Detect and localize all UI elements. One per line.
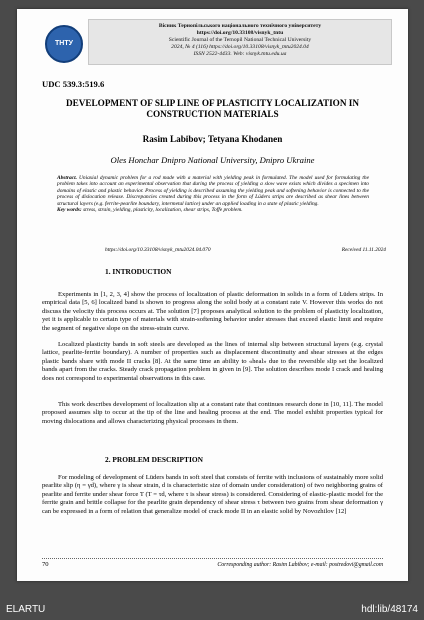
journal-logo: ТНТУ — [45, 25, 83, 63]
section-heading-problem: 2. PROBLEM DESCRIPTION — [105, 455, 203, 464]
corresponding-author: Corresponding author: Rasim Labibov; e-mail: postredovi@gmail.com — [217, 562, 383, 568]
page-footer — [42, 558, 383, 568]
keywords-text: stress, strain, yielding, plasticity, localization, shear strips, Toffe problem. — [83, 207, 243, 214]
paper-title: DEVELOPMENT OF SLIP LINE OF PLASTICITY LOCALIZATION IN CONSTRUCTION MATERIALS — [66, 98, 359, 119]
paragraph-intro-2: Localized plasticity bands in soft steels are developed as the lines of internal slip between structural layers (e.g. crystal lattice, pearlite-ferrite boundary). A number of properties such as displacement discontinuity and shear stresses at the edges plastic bands share with mode II cracks [8]. At the same time an ability to «heal» due to the reversible slip set the localized bands apart from the cracks. Steady crack propagation problem in given in [9]. The solution describes mode I crack and healing does not correspond to experimental observations in this case. — [42, 341, 383, 382]
journal-issue: 2024, № 4 (116) https://doi.org/10.33108/visnyk_tntu2024.04 — [171, 44, 309, 50]
udc-code: UDC 539.3:519.6 — [42, 79, 105, 89]
paper-affiliation: Oles Honchar Dnipro National University, Dnipro Ukraine — [110, 155, 315, 165]
article-doi[interactable]: https://doi.org/10.33108/visnyk_tntu2024.04.070 — [105, 247, 211, 253]
paragraph-problem-1: For modeling of development of Lüders bands in soft steel that consists of ferrite with inclusions of sustainably more solid pearlite slip (η = γd), where γ is shear strain, d is characteristic size of domain under consideration) of two neighboring grains of pearlite and ferrite under shear force T (T = τd, where τ is shear stress) is considered. Considering of elastic-plastic model for the ferrite grain and brittle collapse for the pearlite grain dependency of shear stress τ between two grains from shear deformation γ can be expressed in a form of relation that generalize model of crack mode II in an elastic solid by Novozhilov [12] — [42, 474, 383, 515]
journal-issn: ISSN 2522-4433. Web: visnyk.tntu.edu.ua — [193, 51, 287, 57]
page-number: 70 — [42, 561, 49, 568]
abstract-text: Uniaxial dynamic problem for a rod made with a material with yielding peak in formulated. The model used for formulating the problem takes into account an experimental observation that during the process of yielding a slow wave exists which divides a specimen into domains of elastic and plastic behavior. Process of yielding is described assuming the yielding peak and softening behavior is connected to the process of dislocation release. Discrepancies created during this process in the form of Lüders strips are described as shear lines between structural layers (e.g. ferrite-pearlite boundary, intermetal lattice) under an applied loading in a state of plastic yielding. — [57, 175, 369, 207]
journal-header — [42, 19, 394, 65]
journal-doi[interactable]: https://doi.org/10.33108/visnyk_tntu — [196, 30, 284, 36]
abstract-label: Abstract. — [57, 175, 77, 181]
received-date: Received 11.11.2024 — [341, 247, 386, 253]
paper-authors: Rasim Labibov; Tetyana Khodanen — [142, 134, 283, 144]
handle-label[interactable]: hdl:lib/48174 — [361, 604, 418, 615]
keywords-label: Key words: — [57, 207, 82, 214]
section-heading-introduction: 1. INTRODUCTION — [105, 267, 172, 276]
paragraph-intro-3: This work describes development of localization slip at a constant rate that continues research done in [10, 11]. The model proposed assumes slip to occur at the tip of the line and healing process at the end. The model exhibit properties typical for moving dislocations and allows characterizing physical processes in them. — [42, 401, 383, 425]
abstract-block — [57, 175, 369, 213]
journal-name-en: Scientific Journal of the Ternopil National Technical University — [168, 37, 312, 43]
journal-info-box — [88, 19, 392, 65]
paper-page — [17, 9, 408, 581]
repository-label: ELARTU — [6, 604, 46, 615]
journal-name-ua: Вісник Тернопільського національного технічного університету — [158, 23, 322, 29]
paragraph-intro-1: Experiments in [1, 2, 3, 4] show the process of localization of plastic deformation in solids in a form of Lüders strips. In empirical data [5, 6] localized band is shown to progress along the solid body at a constant rate V. However this works do not discuss the velocity this process occurs at. The solution [7] proposes analytical solution to the problem of plasticity localization, yet it is applicable to certain type of materials with strain-softening behavior under stresses that exceed elastic limit and require the segment of negative slope on the stress-strain curve. — [42, 291, 383, 332]
